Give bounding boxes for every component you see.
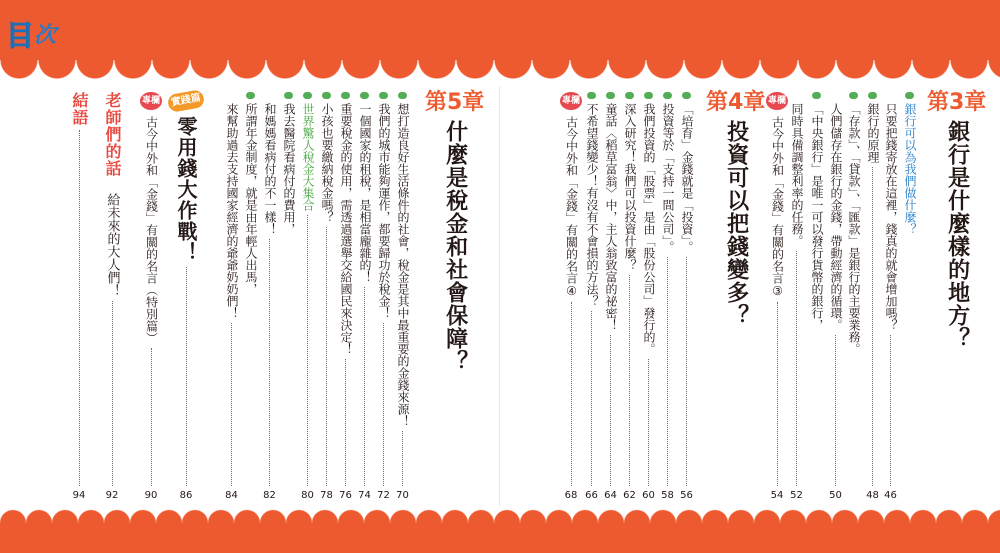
dot-leader xyxy=(151,348,152,486)
dot-leader xyxy=(345,359,346,486)
page-number: 90 xyxy=(144,490,158,501)
conclusion-section[interactable] xyxy=(70,92,88,502)
page-number: 62 xyxy=(623,490,636,501)
chapter3-heading xyxy=(927,92,986,502)
dot-leader xyxy=(777,302,778,486)
page-number: 72 xyxy=(377,490,390,501)
money-bag-icon xyxy=(284,92,293,99)
page-number: 58 xyxy=(661,490,674,501)
money-bag-icon xyxy=(360,92,369,99)
practice-badge: 實踐篇 xyxy=(167,89,206,113)
toc-logo xyxy=(6,19,57,52)
page-number: 92 xyxy=(105,490,119,501)
chapter4-item-1[interactable] xyxy=(680,92,693,502)
teacher-section[interactable] xyxy=(103,92,121,502)
chapter3-item-2[interactable] xyxy=(884,92,897,502)
dot-leader xyxy=(667,257,668,486)
chapter3-label: 第3章 xyxy=(927,90,987,115)
chapter5-item-9[interactable] xyxy=(244,92,257,502)
chapter5-item-4[interactable] xyxy=(339,92,352,502)
dot-leader xyxy=(629,275,630,486)
chapter3-column[interactable] xyxy=(766,92,788,502)
page-number: 76 xyxy=(339,490,352,501)
money-bag-icon xyxy=(246,92,255,99)
chapter4-title: 投資可以把錢變多？ xyxy=(723,120,749,327)
dot-leader xyxy=(326,227,327,486)
page-number: 68 xyxy=(564,490,578,501)
top-border-band xyxy=(0,0,1000,60)
toc-item-text: 我們投資的「股票」是由「股份公司」發行的。 xyxy=(642,103,656,355)
page-number: 80 xyxy=(301,490,314,501)
money-bag-icon xyxy=(303,92,312,99)
toc-item-text: 銀行可以為我們做什麼？ xyxy=(903,103,917,235)
chapter3-title: 銀行是什麼樣的地方？ xyxy=(944,120,970,350)
dot-leader xyxy=(231,323,232,486)
page-number: 46 xyxy=(884,490,897,501)
money-bag-icon xyxy=(398,92,407,99)
teacher-title: 老師們的話 xyxy=(103,92,122,177)
dot-leader xyxy=(872,167,873,486)
chapter5-item-6[interactable] xyxy=(301,92,314,502)
money-bag-icon xyxy=(849,92,858,99)
money-bag-icon xyxy=(682,92,691,99)
chapter5-item-8[interactable] xyxy=(263,92,276,502)
chapter5-item-10[interactable] xyxy=(225,92,238,502)
money-bag-icon xyxy=(812,92,821,99)
money-bag-icon xyxy=(868,92,877,99)
dot-leader xyxy=(307,215,308,486)
money-bag-icon xyxy=(606,92,615,99)
dot-leader xyxy=(186,267,187,486)
page-number: 48 xyxy=(866,490,879,501)
column-badge: 專欄 xyxy=(140,92,162,110)
dot-leader xyxy=(571,302,572,486)
chapter4-heading xyxy=(706,92,765,502)
chapter4-item-6[interactable] xyxy=(585,92,598,502)
toc-item-text: 人們儲存在銀行的金錢，帶動經濟的循環。 xyxy=(829,103,843,331)
toc-item-text: 世界驚人稅金大集合 xyxy=(301,103,315,211)
money-bag-icon xyxy=(644,92,653,99)
conclusion-title: 結語 xyxy=(70,92,89,126)
dot-leader xyxy=(383,323,384,486)
teacher-text: 給未來的大人們！ xyxy=(104,193,120,297)
toc-item-text: 想打造良好生活條件的社會，稅金是其中最重要的金錢來源！ xyxy=(396,103,410,427)
dot-leader xyxy=(648,359,649,486)
top-scallop-edge xyxy=(0,60,1000,86)
money-bag-icon xyxy=(322,92,331,99)
chapter5-item-5[interactable] xyxy=(320,92,333,502)
logo-ci-char: 次 xyxy=(34,23,57,48)
dot-leader xyxy=(796,251,797,486)
page-number: 82 xyxy=(263,490,276,501)
chapter5-item-1[interactable] xyxy=(396,92,409,502)
toc-item-text: 古今中外和「金錢」有關的名言④ xyxy=(564,116,579,298)
chapter5-heading xyxy=(425,92,484,502)
chapter3-item-7[interactable] xyxy=(790,92,803,502)
toc-item-text: 不希望錢變少！有沒有不會損的方法？ xyxy=(585,103,599,307)
money-bag-icon xyxy=(341,92,350,99)
toc-item-text: 重要稅金的使用，需透過選舉交給國民來決定！ xyxy=(339,103,353,355)
toc-item-text: 投資等於「支持一間公司」。 xyxy=(661,103,675,253)
toc-item-text: 同時具備調整利率的任務。 xyxy=(790,103,804,247)
dot-leader xyxy=(610,335,611,486)
page-number: 94 xyxy=(72,490,86,501)
chapter4-label: 第4章 xyxy=(706,90,766,115)
toc-item-text: 所謂年金制度，就是由年輕人出馬， xyxy=(244,103,258,295)
dot-leader xyxy=(591,311,592,486)
bottom-border-band xyxy=(0,523,1000,553)
dot-leader xyxy=(402,431,403,486)
dot-leader xyxy=(79,130,80,486)
column-badge: 專欄 xyxy=(560,92,582,110)
page-number: 56 xyxy=(680,490,693,501)
chapter5-item-7[interactable] xyxy=(282,92,295,502)
money-bag-icon xyxy=(587,92,596,99)
chapter4-item-3[interactable] xyxy=(642,92,655,502)
chapter4-column[interactable] xyxy=(560,92,582,502)
dot-leader xyxy=(686,257,687,486)
chapter5-item-2[interactable] xyxy=(377,92,390,502)
book-spine xyxy=(499,86,500,506)
page-number: 52 xyxy=(790,490,803,501)
page-number: 50 xyxy=(829,490,842,501)
dot-leader xyxy=(890,335,891,486)
money-bag-icon xyxy=(663,92,672,99)
toc-item-text: 深入研究！我們可以投資什麼？ xyxy=(623,103,637,271)
toc-item-text: 古今中外和「金錢」有關的名言（特別篇） xyxy=(144,116,159,344)
chapter4-item-5[interactable] xyxy=(604,92,617,502)
toc-item-text: 「培育」金錢就是「投資」。 xyxy=(680,103,694,253)
chapter4-item-2[interactable] xyxy=(661,92,674,502)
column-badge: 專欄 xyxy=(766,92,788,110)
bottom-scallop-edge xyxy=(0,505,1000,523)
money-bag-icon xyxy=(379,92,388,99)
toc-item-text: 銀行的原理 xyxy=(866,103,880,163)
dot-leader xyxy=(835,335,836,486)
toc-item-text: 童話〈稻草富翁〉中，主人翁致富的祕密！ xyxy=(604,103,618,331)
chapter3-item-6[interactable] xyxy=(810,92,823,502)
page-number: 64 xyxy=(604,490,617,501)
chapter3-item-4[interactable] xyxy=(847,92,860,502)
toc-item-text: 來幫助過去支持國家經濟的爺爺奶奶們！ xyxy=(225,103,239,319)
page-number: 84 xyxy=(225,490,238,501)
toc-item-text: 一個國家的租稅，是相當龐雜的！ xyxy=(358,103,372,283)
toc-item-text: 「中央銀行」是唯一可以發行貨幣的銀行， xyxy=(810,103,824,331)
page-number: 78 xyxy=(320,490,333,501)
logo-mu-char: 目 xyxy=(6,19,35,52)
dot-leader xyxy=(269,239,270,486)
special-column[interactable] xyxy=(140,92,162,502)
page-number: 66 xyxy=(585,490,598,501)
chapter5-item-3[interactable] xyxy=(358,92,371,502)
dot-leader xyxy=(364,287,365,486)
toc-item-text: 小孩也要繳納稅金嗎？ xyxy=(320,103,334,223)
toc-item-text: 我們的城市能夠運作，都要歸功於稅金！ xyxy=(377,103,391,319)
page-number: 54 xyxy=(770,490,784,501)
money-bag-icon xyxy=(625,92,634,99)
chapter5-title: 什麼是稅金和社會保障？ xyxy=(442,120,468,373)
practice-section[interactable] xyxy=(168,92,204,502)
chapter3-item-3[interactable] xyxy=(866,92,879,502)
practice-title: 零用錢大作戰！ xyxy=(174,116,198,263)
chapter3-item-5[interactable] xyxy=(829,92,842,502)
page-number: 74 xyxy=(358,490,371,501)
toc-item-text: 只要把錢寄放在這裡，錢真的就會增加嗎？ xyxy=(884,103,898,331)
dot-leader xyxy=(112,301,113,486)
toc-item-text: 我去醫院看病付的費用， xyxy=(282,103,296,235)
chapter3-item-1[interactable] xyxy=(903,92,916,502)
chapter4-item-4[interactable] xyxy=(623,92,636,502)
toc-item-text: 「存款」、「貸款」、「匯款」是銀行的主要業務。 xyxy=(847,103,861,355)
money-bag-icon xyxy=(905,92,914,99)
page-number: 60 xyxy=(642,490,655,501)
chapter5-label: 第5章 xyxy=(425,90,485,115)
toc-item-text: 和媽媽看病付的不一樣！ xyxy=(263,103,277,235)
page-number: 86 xyxy=(179,490,193,501)
toc-item-text: 古今中外和「金錢」有關的名言③ xyxy=(770,116,785,298)
page-number: 70 xyxy=(396,490,409,501)
